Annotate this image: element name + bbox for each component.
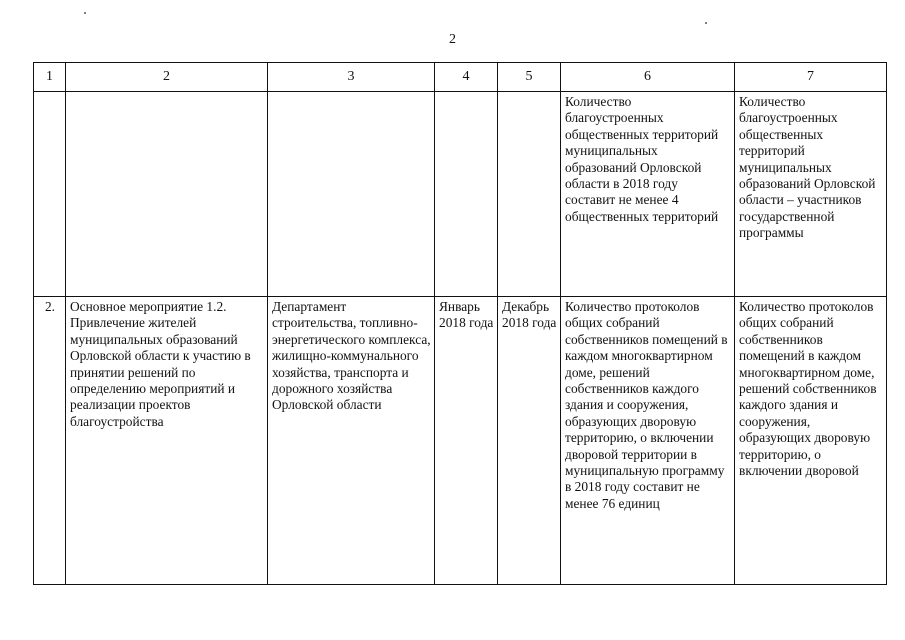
- event-cell: [66, 92, 268, 297]
- row-number-cell: 2.: [34, 297, 66, 585]
- column-header: 4: [435, 63, 498, 92]
- indicator-cell: Количество благоустроенных общественных территорий муниципальных образований Орловской области – участников государственной программы: [735, 92, 887, 297]
- scan-speck: [705, 22, 707, 24]
- document-table: [33, 62, 887, 585]
- event-cell: Основное мероприятие 1.2. Привлечение жителей муниципальных образований Орловской области к участию в принятии решений по определению мероприятий и реализации проектов благоустройства: [66, 297, 268, 585]
- page-number: 2: [449, 32, 456, 47]
- executor-cell: [268, 92, 435, 297]
- start-date-cell: [435, 92, 498, 297]
- table-row: [34, 297, 887, 585]
- row-number-cell: [34, 92, 66, 297]
- table-row: [34, 92, 887, 297]
- column-header: 3: [268, 63, 435, 92]
- end-date-cell: Декабрь 2018 года: [498, 297, 561, 585]
- start-date-cell: Январь 2018 года: [435, 297, 498, 585]
- column-header: 1: [34, 63, 66, 92]
- column-header: 7: [735, 63, 887, 92]
- end-date-cell: [498, 92, 561, 297]
- result-cell: Количество протоколов общих собраний собственников помещений в каждом многоквартирном доме, решений собственников каждого здания и сооружения, образующих дворовую территорию, о включении дворовой территории в муниципальную программу в 2018 году составит не менее 76 единиц: [561, 297, 735, 585]
- executor-cell: Департамент строительства, топливно-энергетического комплекса, жилищно-коммунального хозяйства, транспорта и дорожного хозяйства Орловской области: [268, 297, 435, 585]
- table-header-row: [34, 63, 887, 92]
- column-header: 5: [498, 63, 561, 92]
- result-cell: Количество благоустроенных общественных территорий муниципальных образований Орловской области в 2018 году составит не менее 4 общественных территорий: [561, 92, 735, 297]
- column-header: 6: [561, 63, 735, 92]
- indicator-cell: Количество протоколов общих собраний собственников помещений в каждом многоквартирном доме, решений собственников каждого здания и сооружения, образующих дворовую территорию, о включении дворовой: [735, 297, 887, 585]
- column-header: 2: [66, 63, 268, 92]
- scan-speck: [84, 12, 86, 14]
